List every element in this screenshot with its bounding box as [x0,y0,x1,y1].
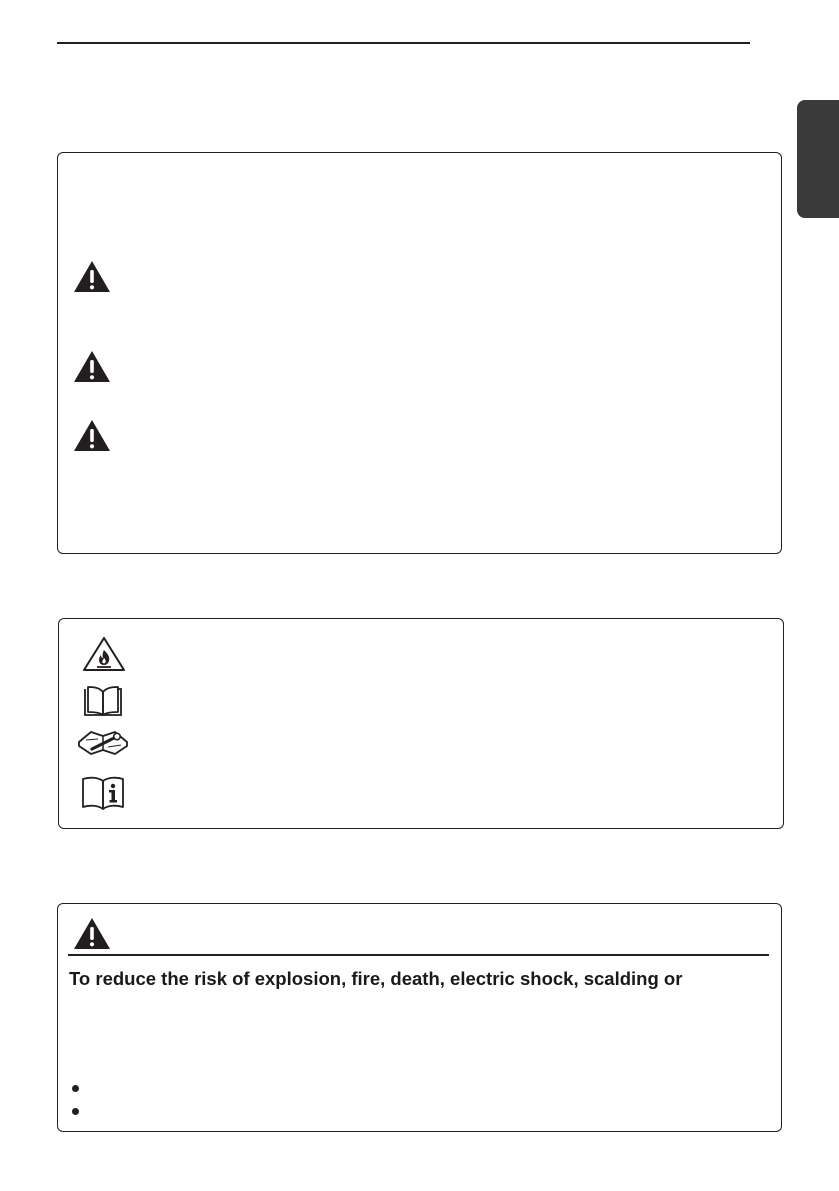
symbols-box [58,618,784,829]
warning-triangle-icon [73,917,111,950]
language-side-tab[interactable] [797,100,839,218]
safety-signal-box [57,152,782,554]
list-bullet [72,1085,79,1092]
operation-manual-icon [82,684,124,718]
flammable-warning-icon [82,636,126,672]
warning-box [57,903,782,1132]
information-manual-icon [80,774,126,810]
warning-triangle-icon [73,260,111,293]
list-bullet [72,1108,79,1115]
warning-statement: To reduce the risk of explosion, fire, death, electric shock, scalding or [69,968,683,989]
warning-triangle-icon [73,350,111,383]
header-rule [57,42,750,44]
service-manual-icon [76,728,130,758]
warning-header-rule [68,954,769,956]
warning-triangle-icon [73,419,111,452]
